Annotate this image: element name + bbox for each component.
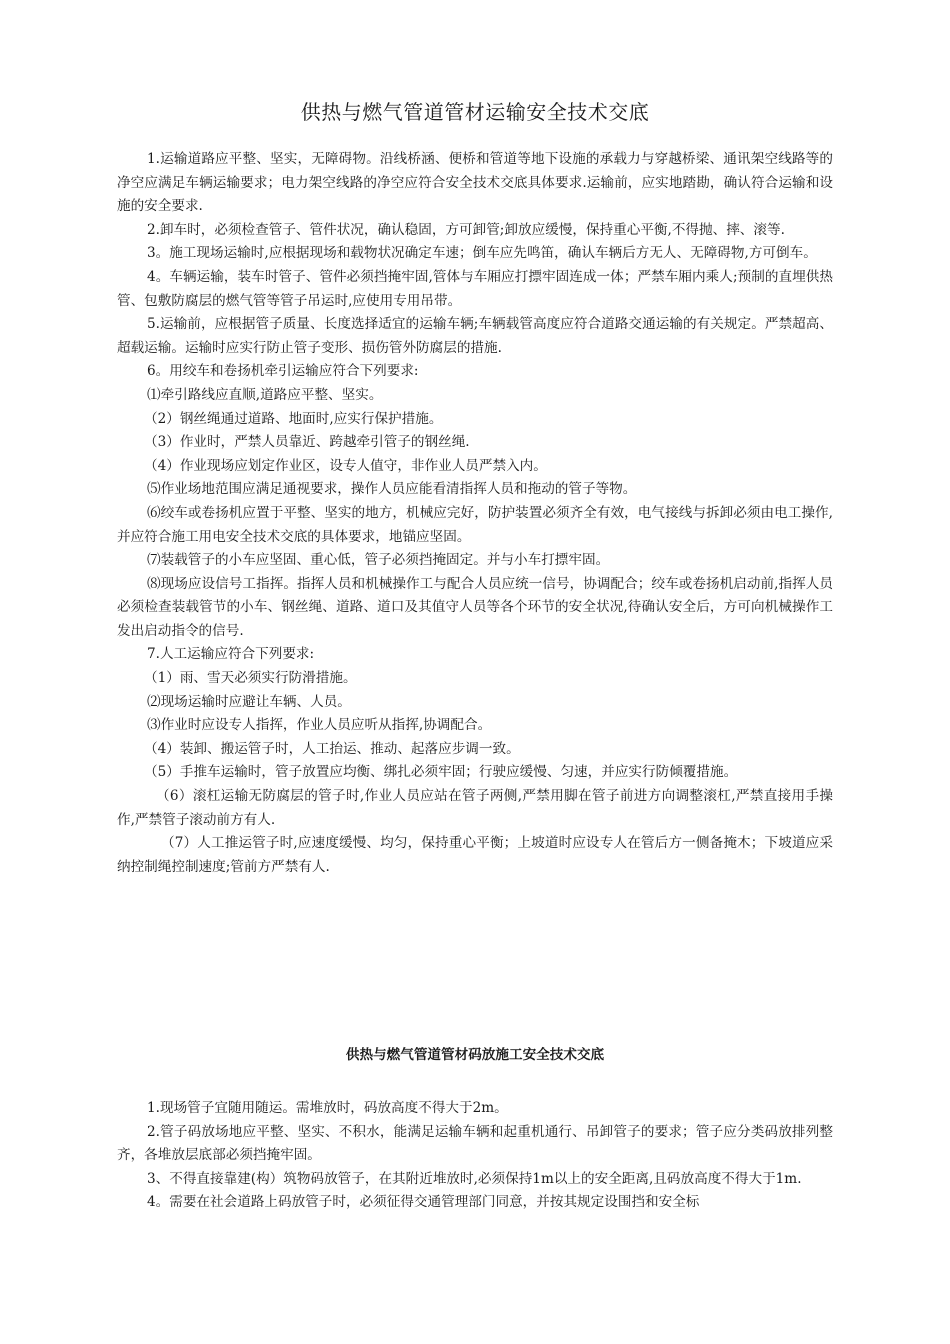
list-item: ⑶作业时应设专人指挥，作业人员应听从指挥,协调配合。 [147, 717, 492, 734]
paragraph: 5.运输前，应根据管子质量、长度选择适宜的运输车辆;车辆载管高度应符合道路交通运输的有关规定。严禁超高、超载运输。运输时应实行防止管子变形、损伤管外防腐层的措施. [117, 316, 833, 356]
section-1-body [117, 148, 833, 879]
paragraph: 1.运输道路应平整、坚实，无障碍物。沿线桥涵、便桥和管道等地下设施的承载力与穿越桥梁、通讯架空线路等的净空应满足车辆运输要求；电力架空线路的净空应符合安全技术交底具体要求.运输前，应实地踏勘，确认符合运输和设施的安全要求. [117, 151, 833, 215]
list-item: ⑻现场应设信号工指挥。指挥人员和机械操作工与配合人员应统一信号，协调配合；绞车或卷扬机启动前,指挥人员必须检查装载管节的小车、钢丝绳、道路、道口及其值守人员等各个环节的安全状况,待确认安全后，方可向机械操作工发出启动指令的信号. [117, 575, 833, 639]
paragraph: 3、不得直接靠建(构）筑物码放管子，在其附近堆放时,必须保持1m以上的安全距离,且码放高度不得大于1m. [147, 1170, 802, 1187]
list-item: ⑺装载管子的小车应坚固、重心低，管子必须挡掩固定。并与小车打摽牢固。 [147, 552, 610, 569]
list-item: （3）作业时，严禁人员靠近、跨越牵引管子的钢丝绳. [144, 434, 470, 451]
section-2-title: 供热与燃气管道管材码放施工安全技术交底 [345, 1047, 605, 1063]
paragraph: 2.管子码放场地应平整、坚实、不积水，能满足运输车辆和起重机通行、吊卸管子的要求；管子应分类码放排列整齐，各堆放层底部必须挡掩牢固。 [117, 1123, 833, 1164]
paragraph: 4。车辆运输，装车时管子、管件必须挡掩牢固,管体与车厢应打摽牢固连成一体；严禁车厢内乘人;预制的直埋供热管、包敷防腐层的燃气管等管子吊运时,应使用专用吊带。 [117, 268, 833, 309]
paragraph: 3。施工现场运输时,应根据现场和载物状况确定车速；倒车应先鸣笛，确认车辆后方无人、无障碍物,方可倒车。 [147, 245, 817, 262]
paragraph: 6。用绞车和卷扬机牵引运输应符合下列要求: [147, 363, 419, 380]
list-item: （1）雨、雪天必须实行防滑措施。 [144, 670, 357, 687]
list-item: （6）滚杠运输无防腐层的管子时,作业人员应站在管子两侧,严禁用脚在管子前进方向调整滚杠,严禁直接用手操作,严禁管子滚动前方有人. [117, 788, 833, 828]
list-item: （4）装卸、搬运管子时，人工抬运、推动、起落应步调一致。 [144, 740, 520, 757]
list-item: ⑹绞车或卷扬机应置于平整、坚实的地方，机械应完好，防护装置必须齐全有效，电气接线与拆卸必须由电工操作,并应符合施工用电安全技术交底的具体要求，地锚应坚固。 [117, 504, 833, 545]
paragraph: 2.卸车时，必须检查管子、管件状况，确认稳固，方可卸管;卸放应缓慢，保持重心平衡,不得抛、摔、滚等. [147, 221, 785, 238]
paragraph: 4。需要在社会道路上码放管子时，必须征得交通管理部门同意，并按其规定设围挡和安全标 [147, 1194, 700, 1211]
document-title: 供热与燃气管道管材运输安全技术交底 [300, 100, 650, 124]
section-2-body [117, 1097, 833, 1215]
list-item: （4）作业现场应划定作业区，设专人值守，非作业人员严禁入内。 [144, 457, 547, 474]
list-item: （2）钢丝绳通过道路、地面时,应实行保护措施。 [144, 410, 443, 427]
list-item: （5）手推车运输时，管子放置应均衡、绑扎必须牢固；行驶应缓慢、匀速，并应实行防倾覆措施。 [144, 764, 738, 781]
list-item: ⑵现场运输时应避让车辆、人员。 [147, 693, 351, 710]
paragraph: 1.现场管子宜随用随运。需堆放时，码放高度不得大于2m。 [147, 1100, 508, 1116]
list-item: （7）人工推运管子时,应速度缓慢、均匀，保持重心平衡；上坡道时应设专人在管后方一侧备掩木；下坡道应采纳控制绳控制速度;管前方严禁有人. [117, 835, 833, 875]
list-item: ⑴牵引路线应直顺,道路应平整、坚实。 [147, 386, 383, 403]
list-item: ⑸作业场地范围应满足通视要求，操作人员应能看清指挥人员和拖动的管子等物。 [147, 481, 637, 498]
paragraph: 7.人工运输应符合下列要求: [147, 646, 315, 663]
